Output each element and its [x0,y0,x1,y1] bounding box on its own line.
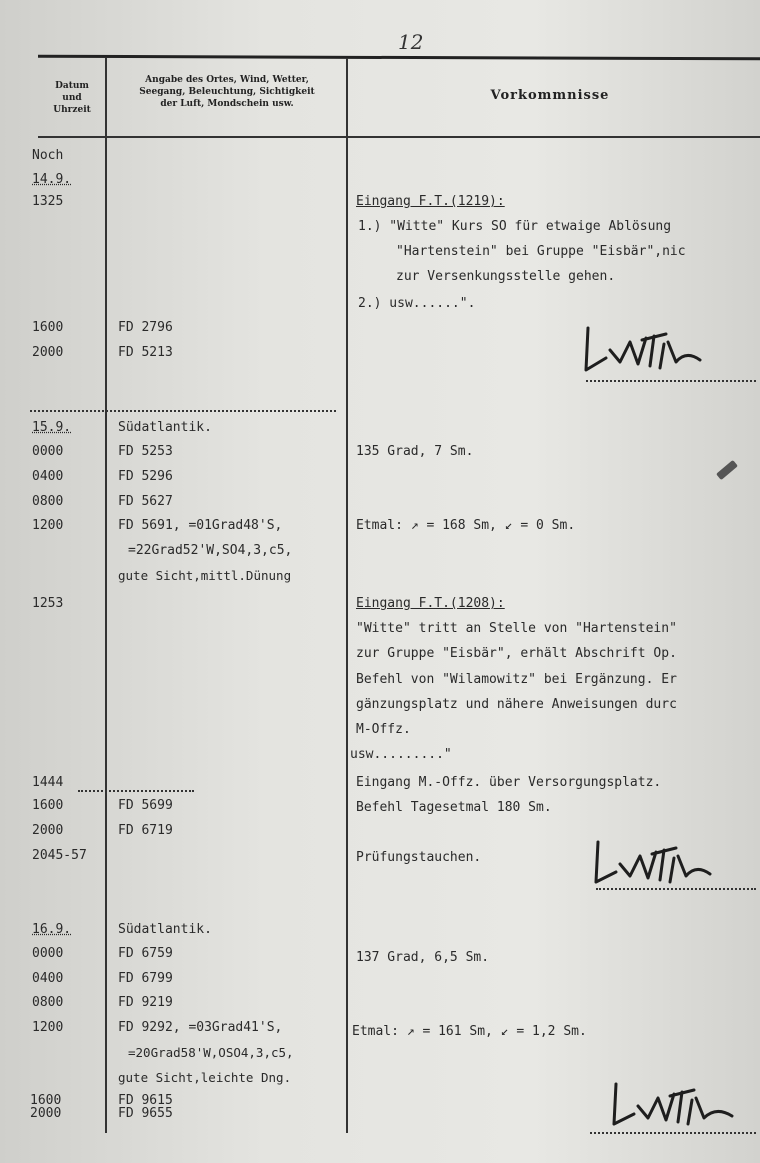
fd-9655: FD 9655 [118,1106,173,1121]
header-events: Vorkommnisse [490,88,610,103]
event-course-135: 135 Grad, 7 Sm. [356,444,474,459]
pencil-mark [716,460,738,480]
event-eingang-1208: Eingang F.T.(1208): [356,596,505,611]
signature-3-line [590,1132,756,1134]
event-eingang-1219: Eingang F.T.(1219): [356,194,505,209]
event-1219-line3: zur Versenkungsstelle gehen. [396,269,616,284]
time-1253: 1253 [32,596,64,611]
event-1208-line2: zur Gruppe "Eisbär", erhält Abschrift Op. [356,646,677,661]
time-0800-b: 0800 [32,995,64,1010]
date-16-9: 16.9. [32,922,72,937]
fd-6719: FD 6719 [118,823,173,838]
time-2000: 2000 [32,345,64,360]
time-1200: 1200 [32,518,64,533]
event-course-137: 137 Grad, 6,5 Sm. [356,950,490,965]
date-15-9: 15.9. [32,420,72,435]
time-0000-b: 0000 [32,946,64,961]
page-number: 12 [398,30,424,54]
top-rule [38,55,760,61]
fd-9292-line3: gute Sicht,leichte Dng. [118,1070,292,1085]
area-suedatlantik-1: Südatlantik. [118,420,212,435]
event-1208-line4: gänzungsplatz und nähere Anweisungen durc [356,697,677,712]
fd-6799: FD 6799 [118,971,173,986]
time-1325: 1325 [32,194,64,209]
column-divider-2 [346,58,348,1133]
signature-1 [584,320,704,376]
header-location-weather: Angabe des Ortes, Wind, Wetter, Seegang, Beleuchtung, Sichtigkeit der Luft, Mondschein usw. [139,75,315,109]
signature-1-line [586,380,756,382]
fd-5253: FD 5253 [118,444,173,459]
fd-2796: FD 2796 [118,320,173,335]
day-separator [30,410,336,412]
fd-9219: FD 9219 [118,995,173,1010]
fd-9292-line1: FD 9292, =03Grad41'S, [118,1020,283,1035]
time-0400-b: 0400 [32,971,64,986]
event-1208-line3: Befehl von "Wilamowitz" bei Ergänzung. Er [356,672,677,687]
time-0400: 0400 [32,469,64,484]
time-2000-b: 2000 [32,823,64,838]
header-date-time: Datum und Uhrzeit [53,81,91,115]
event-1219-line4: 2.) usw......". [358,296,476,311]
time-2000-c: 2000 [30,1106,62,1121]
event-1208-line5: M-Offz. [356,722,411,737]
fd-9292-line2: =20Grad58'W,OSO4,3,c5, [128,1045,294,1060]
time-1444: 1444 [32,775,64,790]
time-1600-b: 1600 [32,798,64,813]
column-divider-1 [105,58,107,1133]
event-etmal-2: Etmal: ↗ = 161 Sm, ↙ = 1,2 Sm. [352,1024,587,1039]
event-1208-line6: usw........." [350,747,452,762]
fd-9615: FD 9615 [118,1093,173,1108]
fd-5691-line3: gute Sicht,mittl.Dünung [118,568,292,583]
time-0000: 0000 [32,444,64,459]
header-rule [38,136,760,138]
time-1444-dots [78,790,194,792]
event-1208-line1: "Witte" tritt an Stelle von "Hartenstein" [356,621,677,636]
signature-2-line [596,888,756,890]
event-tagesetmal: Befehl Tagesetmal 180 Sm. [356,800,552,815]
fd-5691-line2: =22Grad52'W,SO4,3,c5, [128,543,293,558]
fd-5627: FD 5627 [118,494,173,509]
fd-5691-line1: FD 5691, =01Grad48'S, [118,518,283,533]
date-14-9: 14.9. [32,172,72,187]
time-1200-b: 1200 [32,1020,64,1035]
fd-5296: FD 5296 [118,469,173,484]
time-1600-c: 1600 [30,1093,62,1108]
date-noch: Noch [32,148,64,163]
event-etmal-1: Etmal: ↗ = 168 Sm, ↙ = 0 Sm. [356,518,576,533]
event-m-offz: Eingang M.-Offz. über Versorgungsplatz. [356,775,662,790]
time-0800: 0800 [32,494,64,509]
event-1219-line1: 1.) "Witte" Kurs SO für etwaige Ablösung [358,219,672,234]
signature-2 [594,836,714,888]
fd-5213: FD 5213 [118,345,173,360]
time-1600: 1600 [32,320,64,335]
area-suedatlantik-2: Südatlantik. [118,922,212,937]
fd-5699: FD 5699 [118,798,173,813]
event-pruefungstauchen: Prüfungstauchen. [356,850,482,865]
time-2045-57: 2045-57 [32,848,87,863]
fd-6759: FD 6759 [118,946,173,961]
signature-3 [612,1078,736,1130]
event-1219-line2: "Hartenstein" bei Gruppe "Eisbär",nic [396,244,686,259]
